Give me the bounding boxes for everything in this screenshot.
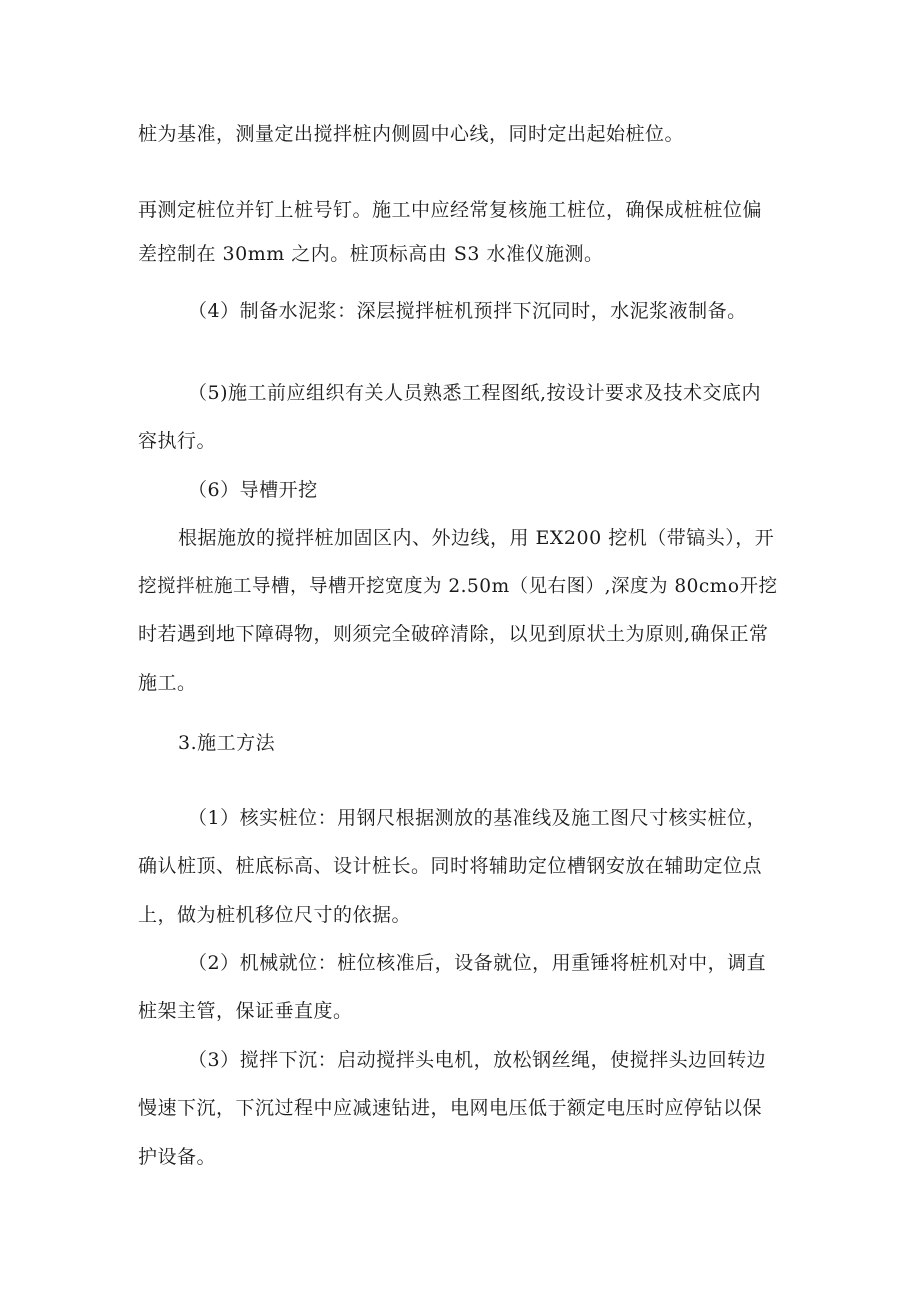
text-line-14: 确认桩顶、桩底标高、设计桩长。同时将辅助定位槽钢安放在辅助定位点 xyxy=(138,855,763,877)
text-line-4: （4）制备水泥浆：深层搅拌桩机预拌下沉同时，水泥浆液制备。 xyxy=(188,300,747,322)
text-line-6: 容执行。 xyxy=(138,430,217,452)
text-line-10: 时若遇到地下障碍物，则须完全破碎清除，以见到原状土为原则,确保正常 xyxy=(138,623,769,645)
text-line-17: 桩架主管，保证垂直度。 xyxy=(138,1000,353,1022)
text-line-2: 再测定桩位并钉上桩号钉。施工中应经常复核施工桩位，确保成桩桩位偏 xyxy=(138,199,763,221)
text-line-20: 护设备。 xyxy=(138,1146,217,1168)
text-line-15: 上，做为桩机移位尺寸的依据。 xyxy=(138,904,412,926)
text-line-5: （5)施工前应组织有关人员熟悉工程图纸,按设计要求及技术交底内 xyxy=(188,382,762,404)
text-line-7: （6）导槽开挖 xyxy=(188,479,318,501)
text-line-1: 桩为基准，测量定出搅拌桩内侧圆中心线，同时定出起始桩位。 xyxy=(138,123,685,145)
text-line-9: 挖搅拌桩施工导槽，导槽开挖宽度为 2.50m（见右图）,深度为 80cmo开挖 xyxy=(138,576,778,597)
text-line-16: （2）机械就位：桩位核准后，设备就位，用重锤将桩机对中，调直 xyxy=(188,952,767,974)
text-line-18: （3）搅拌下沉：启动搅拌头电机，放松钢丝绳，使搅拌头边回转边 xyxy=(188,1049,767,1071)
text-line-19: 慢速下沉，下沉过程中应减速钻进，电网电压低于额定电压时应停钻以保 xyxy=(138,1097,763,1119)
text-line-8: 根据施放的搅拌桩加固区内、外边线，用 EX200 挖机（带镐头），开 xyxy=(178,527,775,549)
text-line-11: 施工。 xyxy=(138,672,197,694)
text-line-3: 差控制在 30mm 之内。桩顶标高由 S3 水准仪施测。 xyxy=(138,243,604,265)
text-line-13: （1）核实桩位：用钢尺根据测放的基准线及施工图尺寸核实桩位， xyxy=(188,807,767,829)
section-heading: 3.施工方法 xyxy=(178,732,276,754)
